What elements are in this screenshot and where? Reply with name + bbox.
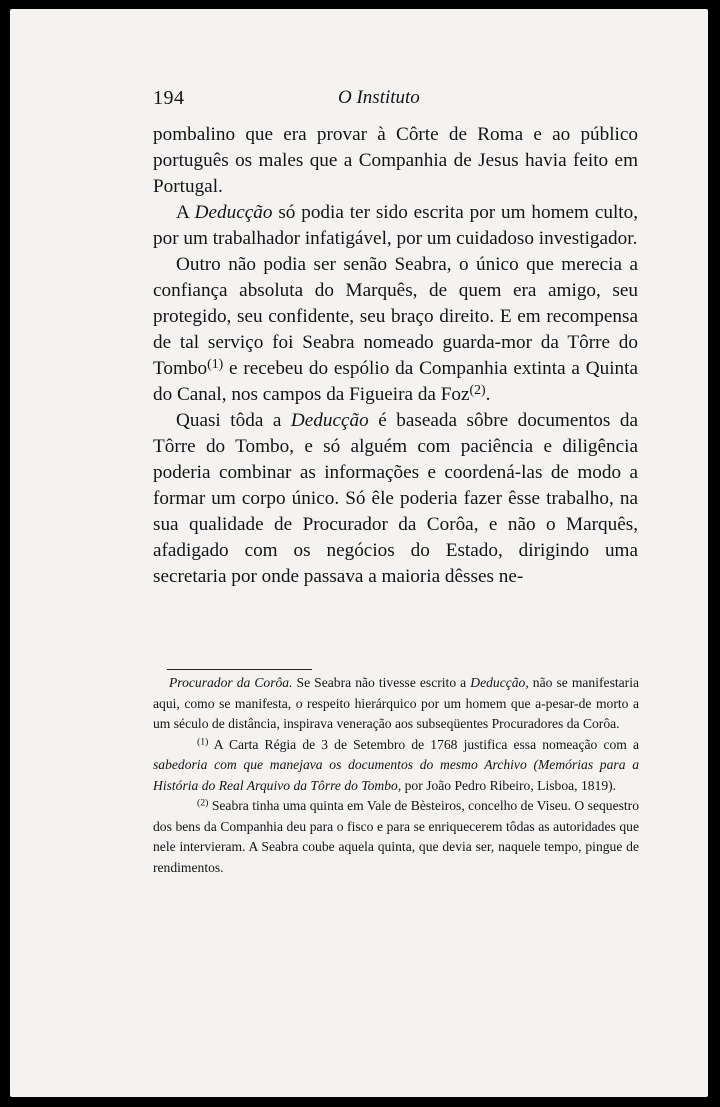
footnote-2: $^{(2)}$ Seabra tinha uma quinta em Vale de Bèsteiros, concelho de Viseu. O sequestro dos bens da Companhia deu para o fisco e para se enriquecerem tôdas as autoridades que nele intervieram. A Seabra coube aquela quinta, que devia ser, naquele tempo, pingue de rendimentos. [153,797,639,875]
book-page [10,9,708,1097]
paragraph-1: pombalino que era provar à Côrte de Roma e ao público português os males que a Companhia de Jesus havia feito em Portugal. [153,124,638,197]
paragraph-2: A Deducção só podia ter sido escrita por um homem culto, por um trabalhador infatigável, por um cuidadoso investigador. [153,202,638,249]
work-title: Deducção [290,410,369,431]
footnote-separator [167,669,312,670]
main-text [153,122,638,590]
footnote-1: $^{(1)}$ A Carta Régia de 3 de Setembro de 1768 justifica essa nomeação com a sabedoria com que manejava os documentos do mesmo Archivo (Memórias para a História do Real Arquivo da Tôrre do Tombo, por João Pedro Ribeiro, Lisboa, 1819). [153,736,639,793]
page-header [10,87,708,117]
work-title: Deducção [194,202,273,223]
footnote-continuation: Procurador da Corôa. Se Seabra não tivesse escrito a Deducção, não se manifestaria aqui, como se manifesta, o respeito hierárquico por um homem que a-pesar-de morto a um século de distância, inspirava veneração aos subseqüentes Procuradores da Corôa. [153,675,640,731]
page-number: 194 [153,87,185,109]
running-title: O Instituto [338,87,420,108]
footnote-ref-1: (1) [207,355,224,371]
footnotes [153,673,639,878]
paragraph-3: Outro não podia ser senão Seabra, o único que merecia a confiança absoluta do Marquês, de quem era amigo, seu protegido, seu confidente, seu braço direito. E em recompensa de tal serviço foi Seabra nomeado guarda-mor da Tôrre do Tombo$^{(1)}$ e recebeu do espólio da Companhia extinta a Quinta do Canal, nos campos da Figueira da Foz$^{(2)}$. [153,254,638,405]
paragraph-4: Quasi tôda a Deducção é baseada sôbre documentos da Tôrre do Tombo, e só alguém com paciência e diligência poderia combinar as informações e coordená-las de modo a formar um corpo único. Só êle poderia fazer êsse trabalho, na sua qualidade de Procurador da Corôa, e não o Marquês, afadigado com os negócios do Estado, dirigindo uma secretaria por onde passava a maioria dêsses ne- [153,410,638,587]
footnote-ref-2: (2) [469,381,486,397]
